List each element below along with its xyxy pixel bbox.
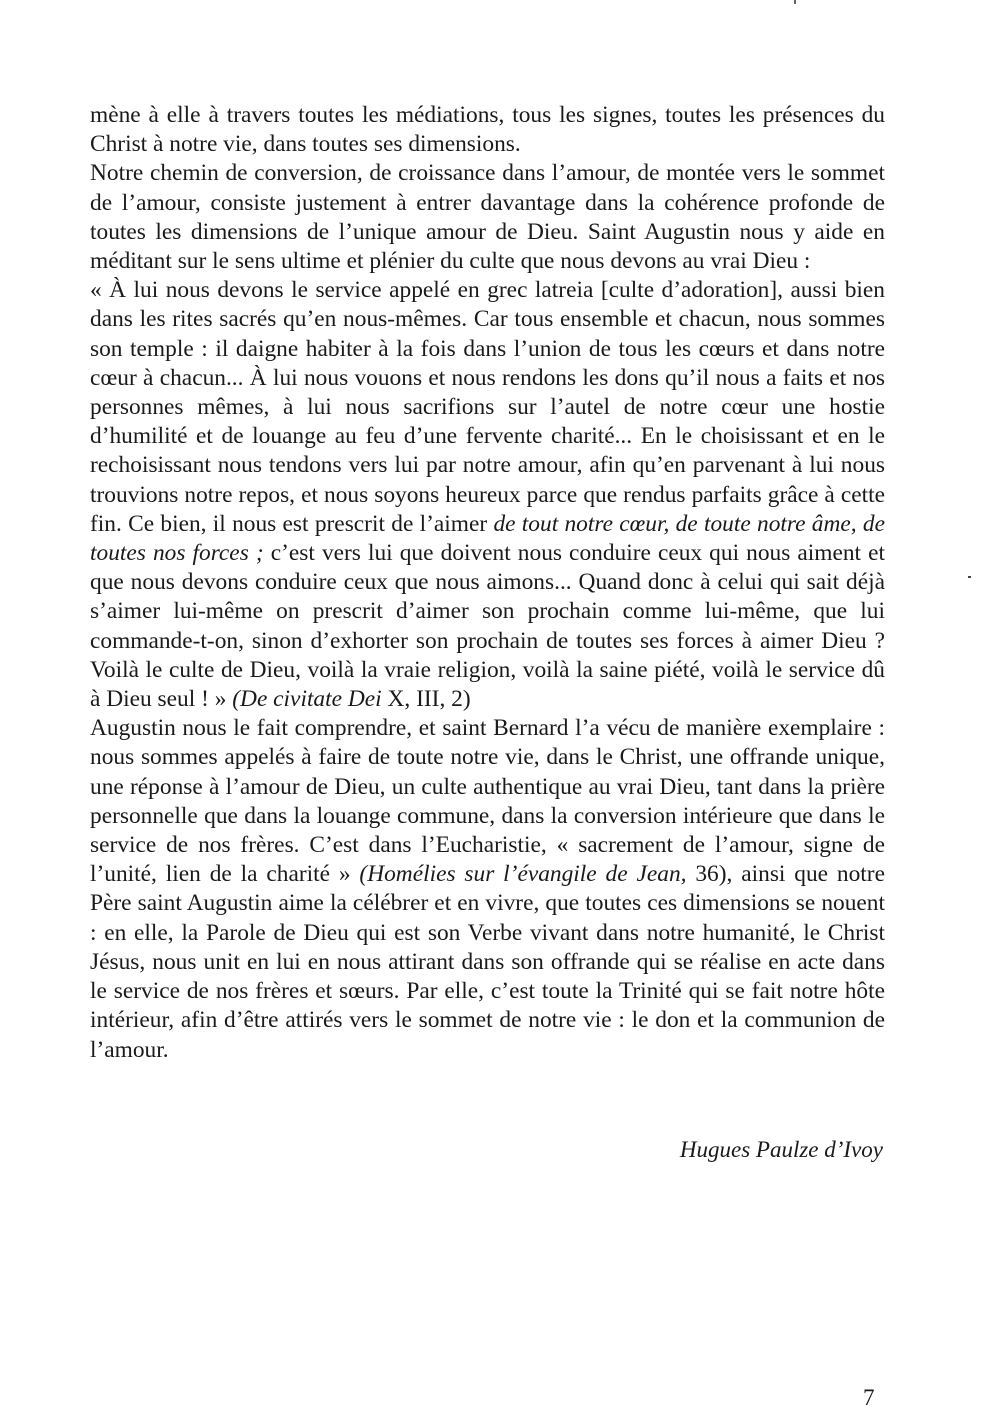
paragraph-3-quote: [90, 276, 885, 714]
citation-title: (De civitate Dei: [232, 686, 382, 713]
author-signature: Hugues Paulze d’Ivoy: [679, 1137, 883, 1162]
paragraph-4-text-1: Augustin nous le fait comprendre, et saint Bernard l’a vécu de manière exemplaire : nous sommes appelés à faire de toute notre vie, dans le Christ, une offrande unique, une réponse à l’amour de Dieu, un culte authentique au vrai Dieu, tant dans la prière personnelle que dans la louange commune, dans la conversion intérieure que dans le service de nos frères. C’est dans l’Eucharistie, « sacrement de l’amour, signe de l’unité, lien de la charité »: [90, 715, 885, 888]
paragraph-2: Notre chemin de conversion, de croissance dans l’amour, de montée vers le sommet de l’amour, consiste justement à entrer davantage dans la cohérence profonde de toutes les dimensions de l’unique amour de Dieu. Saint Augustin nous y aide en méditant sur le sens ultime et plénier du culte que nous devons au vrai Dieu :: [90, 160, 885, 275]
quote-italic-1: de tout notre cœur, de toute notre âme, de toutes nos forces ;: [90, 510, 885, 567]
quote-text-1: « À lui nous devons le service appelé en grec latreia [culte d’adoration], aussi bien dans les rites sacrés qu’en nous-mêmes. Car tous ensemble et chacun, nous sommes son temple : il daigne habiter à la fois dans l’union de tous les cœurs et dans notre cœur à chacun... À lui nous vouons et nous rendons les dons qu’il nous a faits et nos personnes mêmes, à lui nous sacrifions sur l’autel de notre cœur une hostie d’humilité et de louange au feu d’une fervente charité... En le choisissant et en le rechoisissant nous tendons vers lui par notre amour, afin qu’en parvenant à lui nous trouvions notre repos, et nous soyons heureux parce que rendus parfaits grâce à cette fin. Ce bien, il nous est prescrit de l’aimer: [90, 277, 885, 537]
paragraph-4: [90, 714, 885, 1064]
citation-ref: X, III, 2): [381, 686, 471, 713]
scan-mark: [794, 0, 796, 4]
page-number: 7: [863, 1385, 875, 1410]
quote-text-2: c’est vers lui que doivent nous conduire ceux qui nous aiment et que nous devons conduire ceux que nous aimons... Quand donc à celui qui sait déjà s’aimer lui-même on prescrit d’aimer son prochain comme lui-même, que lui commande-t-on, sinon d’exhorter son prochain de toutes ses forces à aimer Dieu ? Voilà le culte de Dieu, voilà la vraie religion, voilà la saine piété, voilà le service dû à Dieu seul ! »: [90, 540, 885, 713]
margin-mark: [968, 576, 971, 578]
paragraph-1: mène à elle à travers toutes les médiations, tous les signes, toutes les présences du Christ à notre vie, dans toutes ses dimensions.: [90, 102, 885, 158]
paragraph-4-citation: (Homélies sur l’évangile de Jean,: [359, 861, 687, 888]
main-text: [90, 101, 885, 1065]
paragraph-4-text-2: 36), ainsi que notre Père saint Augustin aime la célébrer et en vivre, que toutes ces dimensions se nouent : en elle, la Parole de Dieu qui est son Verbe vivant dans notre humanité, le Christ Jésus, nous unit en lui en nous attirant dans son offrande qui se réalise en acte dans le service de nos frères et sœurs. Par elle, c’est toute la Trinité qui se fait notre hôte intérieur, afin d’être attirés vers le sommet de notre vie : le don et la communion de l’amour.: [90, 861, 885, 1063]
